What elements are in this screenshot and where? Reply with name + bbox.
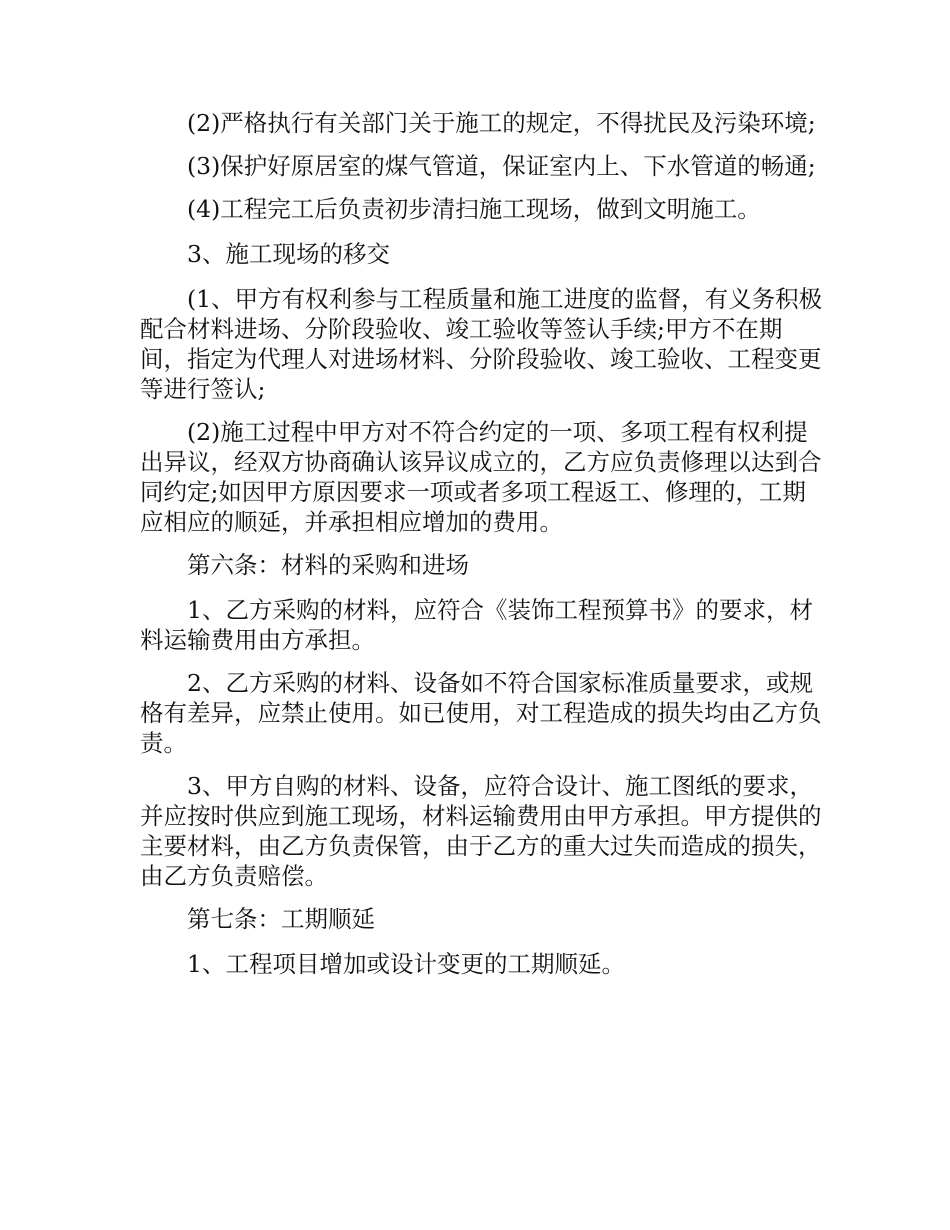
- section-heading-handover: 3、施工现场的移交: [187, 240, 390, 268]
- article-heading-six: 第六条：材料的采购和进场: [187, 551, 469, 579]
- document-page: [140, 108, 825, 994]
- paragraph-4: (1、甲方有权利参与工程质量和施工进度的监督，有义务积极配合材料进场、分阶段验收、竣工验收等签认手续;甲方不在期间，指定为代理人对进场材料、分阶段验收、竣工验收、工程变更等进行签认;: [140, 285, 823, 403]
- article-heading-seven: 第七条：工期顺延: [187, 905, 375, 933]
- paragraph-7: 2、乙方采购的材料、设备如不符合国家标准质量要求，或规格有差异，应禁止使用。如已使用，对工程造成的损失均由乙方负责。: [140, 669, 822, 757]
- paragraph-3: (4)工程完工后负责初步清扫施工现场，做到文明施工。: [187, 195, 761, 223]
- paragraph-1: (2)严格执行有关部门关于施工的规定，不得扰民及污染环境;: [187, 109, 816, 137]
- paragraph-6: 1、乙方采购的材料，应符合《装饰工程预算书》的要求，材料运输费用由方承担。: [140, 596, 813, 654]
- paragraph-2: (3)保护好原居室的煤气管道，保证室内上、下水管道的畅通;: [187, 152, 816, 180]
- paragraph-8: 3、甲方自购的材料、设备，应符合设计、施工图纸的要求，并应按时供应到施工现场，材料运输费用由甲方承担。甲方提供的主要材料，由乙方负责保管，由于乙方的重大过失而造成的损失，由乙方负责赔偿。: [140, 772, 822, 890]
- paragraph-9: 1、工程项目增加或设计变更的工期顺延。: [187, 950, 625, 978]
- paragraph-5: (2)施工过程中甲方对不符合约定的一项、多项工程有权利提出异议，经双方协商确认该异议成立的，乙方应负责修理以达到合同约定;如因甲方原因要求一项或者多项工程返工、修理的，工期应相应的顺延，并承担相应增加的费用。: [140, 418, 822, 536]
